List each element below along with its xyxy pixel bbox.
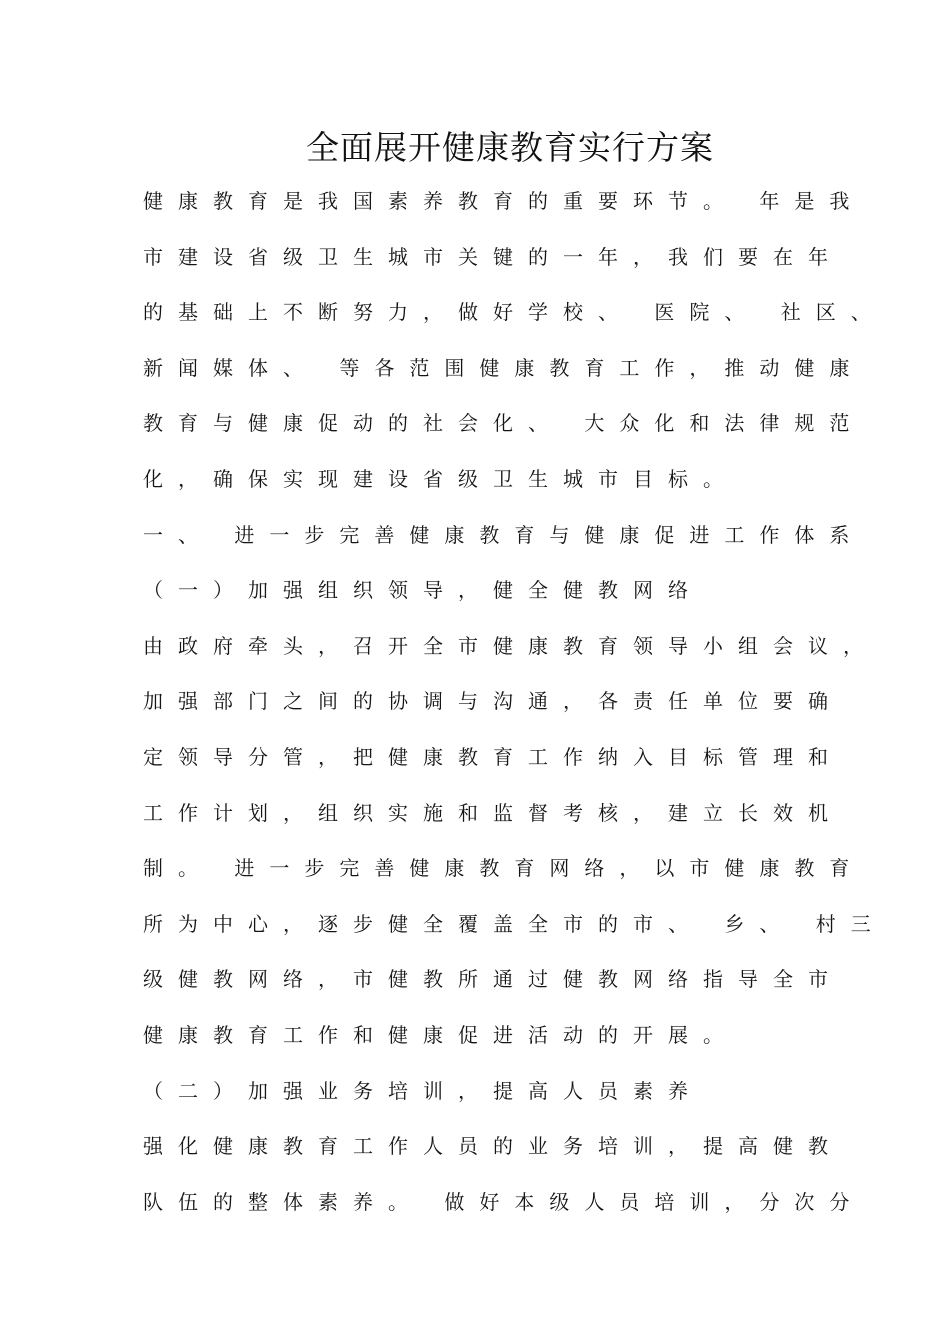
body-line: 由政府牵头，召开全市健康教育领导小组会议， [143, 633, 878, 658]
body-line: 强化健康教育工作人员的业务培训，提高健教 [143, 1134, 843, 1159]
body-line: 所为中心，逐步健全覆盖全市的市、 乡、 村三 [143, 911, 886, 936]
document-body [143, 185, 923, 1241]
section-heading: 一、 进一步完善健康教育与健康促进工作体系 [143, 522, 865, 547]
body-line: 制。 进一步完善健康教育网络，以市健康教育 [143, 856, 865, 881]
body-line: 化，确保实现建设省级卫生城市目标。 [143, 466, 738, 491]
body-line: 的基础上不断努力，做好学校、 医院、 社区、 [143, 300, 886, 325]
body-line: 市建设省级卫生城市关键的一年，我们要在年 [143, 244, 843, 269]
body-line: 级健教网络，市健教所通过健教网络指导全市 [143, 967, 843, 992]
subsection-heading: （二）加强业务培训，提高人员素养 [143, 1078, 703, 1103]
body-line: 健康教育是我国素养教育的重要环节。 年是我 [143, 189, 865, 213]
body-line: 工作计划，组织实施和监督考核，建立长效机 [143, 800, 843, 825]
body-line: 加强部门之间的协调与沟通，各责任单位要确 [143, 689, 843, 714]
body-line: 队伍的整体素养。 做好本级人员培训，分次分 [143, 1189, 865, 1214]
document-title: 全面展开健康教育实行方案 [306, 128, 714, 167]
body-line: 定领导分管，把健康教育工作纳入目标管理和 [143, 744, 843, 769]
body-line: 健康教育工作和健康促进活动的开展。 [143, 1022, 738, 1047]
body-line: 新闻媒体、 等各范围健康教育工作，推动健康 [143, 355, 865, 380]
body-line: 教育与健康促动的社会化、 大众化和法律规范 [143, 411, 865, 436]
subsection-heading: （一）加强组织领导，健全健教网络 [143, 578, 703, 603]
